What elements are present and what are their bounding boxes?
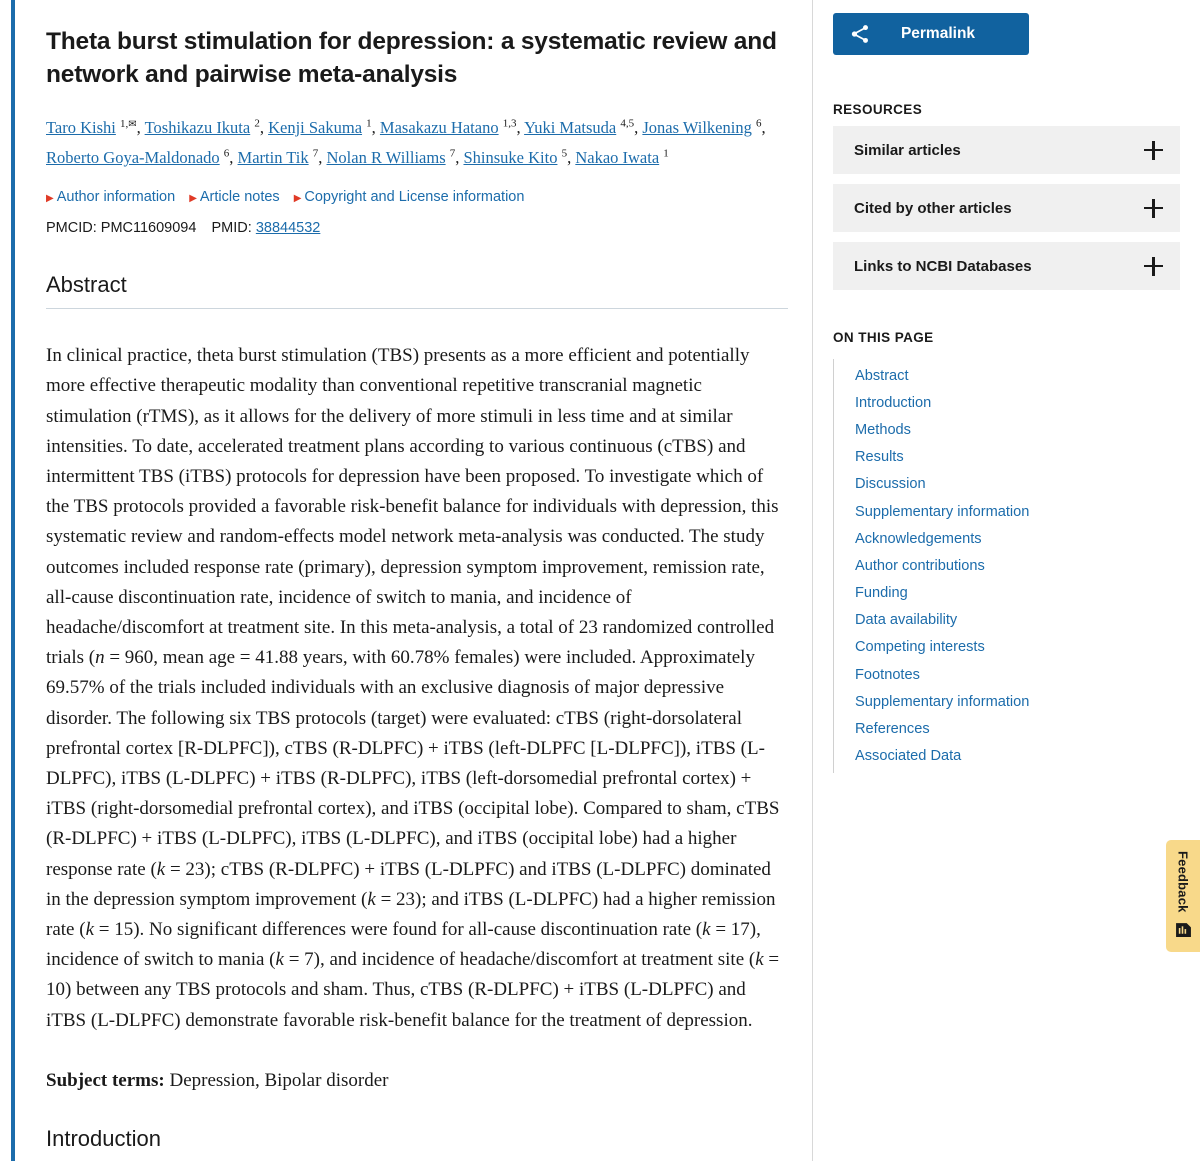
pmcid-value: PMC11609094: [100, 220, 197, 237]
author-link[interactable]: Roberto Goya-Maldonado: [46, 148, 220, 168]
author-affiliation-marker: 6: [755, 117, 762, 130]
plus-icon[interactable]: [1144, 141, 1163, 160]
on-this-page-link[interactable]: Results: [855, 449, 904, 466]
feedback-label: Feedback: [1175, 851, 1191, 913]
meta-disclosure-link[interactable]: ▶ Author information: [46, 189, 175, 205]
author-link[interactable]: Nakao Iwata: [575, 148, 660, 168]
triangle-right-icon: ▶: [189, 193, 197, 205]
author-link[interactable]: Masakazu Hatano: [379, 118, 499, 138]
on-this-page-link[interactable]: Supplementary information: [855, 693, 1030, 710]
on-this-page-item: [834, 661, 1180, 688]
sidebar: [813, 0, 1200, 773]
author-affiliation-marker: 1: [366, 117, 372, 130]
resources-heading: RESOURCES: [833, 102, 923, 117]
pmid-link[interactable]: 38844532: [255, 220, 321, 237]
on-this-page-item: [834, 715, 1180, 742]
on-this-page-link[interactable]: References: [855, 721, 930, 738]
subject-terms-value: Depression, Bipolar disorder: [169, 1069, 389, 1091]
on-this-page-link[interactable]: Associated Data: [855, 748, 962, 765]
subject-terms: [46, 1066, 788, 1096]
pmid-label: PMID:: [211, 220, 252, 237]
author-link[interactable]: Jonas Wilkening: [642, 118, 752, 138]
on-this-page-item: [834, 471, 1180, 498]
meta-disclosure-link[interactable]: ▶ Copyright and License information: [294, 189, 525, 205]
on-this-page-link[interactable]: Footnotes: [855, 666, 920, 683]
on-this-page-item: [834, 580, 1180, 607]
left-accent-rule: [11, 0, 15, 1161]
on-this-page-item: [834, 552, 1180, 579]
on-this-page-item: [834, 743, 1180, 770]
author-link[interactable]: Martin Tik: [237, 148, 309, 168]
on-this-page-nav: [833, 359, 1180, 773]
author-affiliation-marker: 1,3: [502, 117, 517, 130]
on-this-page-item: [834, 688, 1180, 715]
on-this-page-link[interactable]: Data availability: [855, 612, 958, 629]
on-this-page-item: [834, 389, 1180, 416]
abstract-paragraph: In clinical practice, theta burst stimulation (TBS) presents as a more efficient and potentially more effective therapeutic modality than conventional repetitive transcranial magnetic stimulation (rTMS), as it allows for the delivery of more stimuli in less time and at similar intensities. To date, accelerated treatment plans according to various continuous (cTBS) and intermittent TBS (iTBS) protocols for depression have been proposed. To investigate which of the TBS protocols provided a favorable risk-benefit balance for individuals with depression, this systematic review and random-effects model network meta-analysis was conducted. The study outcomes included response rate (primary), depression symptom improvement, remission rate, all-cause discontinuation rate, incidence of switch to mania, and incidence of headache/discomfort at treatment site. In this meta-analysis, a total of 23 randomized controlled trials (n = 960, mean age = 41.88 years, with 60.78% females) were included. Approximately 69.57% of the trials included individuals with an exclusive diagnosis of major depressive disorder. The following six TBS protocols (target) were evaluated: cTBS (right-dorsolateral prefrontal cortex [R-DLPFC]), cTBS (R-DLPFC) + iTBS (left-DLPFC [L-DLPFC]), iTBS (L-DLPFC), iTBS (L-DLPFC) + iTBS (R-DLPFC), iTBS (left-dorsomedial prefrontal cortex) + iTBS (right-dorsomedial prefrontal cortex), and iTBS (occipital lobe). Compared to sham, cTBS (R-DLPFC) + iTBS (L-DLPFC), iTBS (L-DLPFC), and iTBS (occipital lobe) had a higher response rate (k = 23); cTBS (R-DLPFC) + iTBS (L-DLPFC) and iTBS (L-DLPFC) dominated in the depression symptom improvement (k = 23); and iTBS (L-DLPFC) had a higher remission rate (k = 15). No significant differences were found for all-cause discontinuation rate (k = 17), incidence of switch to mania (k = 7), and incidence of headache/discomfort at treatment site (k = 10) between any TBS protocols and sham. Thus, cTBS (R-DLPFC) + iTBS (L-DLPFC) and iTBS (L-DLPFC) demonstrate favorable risk-benefit balance for the treatment of depression.: [46, 345, 780, 1031]
on-this-page-link[interactable]: Author contributions: [855, 557, 985, 574]
author-affiliation-marker: 7: [312, 147, 319, 160]
author-list: Taro Kishi $^{1,✉}$, Toshikazu Ikuta $^2$, Kenji Sakuma $^1$, Masakazu Hatano $^{1,3}$, Yuki Matsuda $^{4,5}$, Jonas Wilkening $^6$, Roberto Goya-Maldonado $^6$, Martin Tik $^7$, Nolan R Williams $^7$, Shinsuke Kito $^5$, Nakao Iwata $^1$: [46, 117, 766, 168]
plus-icon[interactable]: [1144, 199, 1163, 218]
article-identifiers: [46, 220, 788, 236]
resource-accordion-item[interactable]: [833, 126, 1180, 174]
subject-terms-label: Subject terms:: [46, 1069, 165, 1091]
abstract-body: [46, 341, 788, 1096]
on-this-page-item: [834, 498, 1180, 525]
resource-accordion-label: Similar articles: [854, 141, 961, 159]
chart-bar-icon: [1175, 921, 1192, 938]
on-this-page-link[interactable]: Funding: [855, 585, 908, 602]
author-affiliation-marker: 7: [449, 147, 456, 160]
author-link[interactable]: Shinsuke Kito: [463, 148, 558, 168]
resource-accordion-label: Cited by other articles: [854, 199, 1012, 217]
permalink-label: Permalink: [900, 25, 976, 42]
author-affiliation-marker: 6: [223, 147, 230, 160]
author-affiliation-marker: 5: [561, 147, 568, 160]
resource-accordion-item[interactable]: [833, 184, 1180, 232]
on-this-page-link[interactable]: Acknowledgements: [855, 530, 982, 547]
page-title: Theta burst stimulation for depression: a systematic review and network and pairwise meta-analysis: [46, 28, 777, 88]
permalink-button[interactable]: [833, 13, 1029, 55]
on-this-page-item: [834, 607, 1180, 634]
on-this-page-heading: ON THIS PAGE: [833, 330, 934, 345]
author-link[interactable]: Nolan R Williams: [326, 148, 446, 168]
on-this-page-link[interactable]: Introduction: [855, 394, 932, 411]
on-this-page-link[interactable]: Competing interests: [855, 639, 985, 656]
abstract-heading: Abstract: [46, 272, 788, 309]
author-link[interactable]: Toshikazu Ikuta: [144, 118, 251, 138]
on-this-page-link[interactable]: Discussion: [855, 476, 926, 493]
on-this-page-item: [834, 416, 1180, 443]
on-this-page-link[interactable]: Methods: [855, 421, 911, 438]
author-link[interactable]: Taro Kishi: [46, 118, 116, 138]
feedback-tab[interactable]: [1166, 840, 1200, 952]
author-affiliation-marker: 2: [254, 117, 260, 130]
meta-disclosure-link[interactable]: ▶ Article notes: [189, 189, 280, 205]
triangle-right-icon: ▶: [293, 193, 302, 205]
plus-icon[interactable]: [1144, 257, 1163, 276]
triangle-right-icon: ▶: [46, 193, 54, 205]
on-this-page-link[interactable]: Abstract: [855, 367, 909, 384]
author-affiliation-marker: 1,✉: [120, 117, 137, 130]
resource-accordion-label: Links to NCBI Databases: [854, 257, 1032, 275]
author-link[interactable]: Kenji Sakuma: [268, 118, 363, 138]
resource-accordion-item[interactable]: [833, 242, 1180, 290]
on-this-page-item: [834, 634, 1180, 661]
on-this-page-item: [834, 362, 1180, 389]
share-icon: [849, 23, 871, 45]
introduction-heading: Introduction: [46, 1126, 161, 1152]
resources-accordion: [833, 126, 1180, 290]
author-affiliation-marker: 1: [663, 147, 669, 160]
author-affiliation-marker: 4,5: [620, 117, 635, 130]
article-meta-links: [46, 187, 788, 209]
author-link[interactable]: Yuki Matsuda: [524, 118, 617, 138]
on-this-page-item: [834, 525, 1180, 552]
on-this-page-item: [834, 444, 1180, 471]
on-this-page-link[interactable]: Supplementary information: [855, 503, 1030, 520]
article-column: [46, 0, 788, 1152]
pmcid-label: PMCID:: [46, 220, 97, 237]
